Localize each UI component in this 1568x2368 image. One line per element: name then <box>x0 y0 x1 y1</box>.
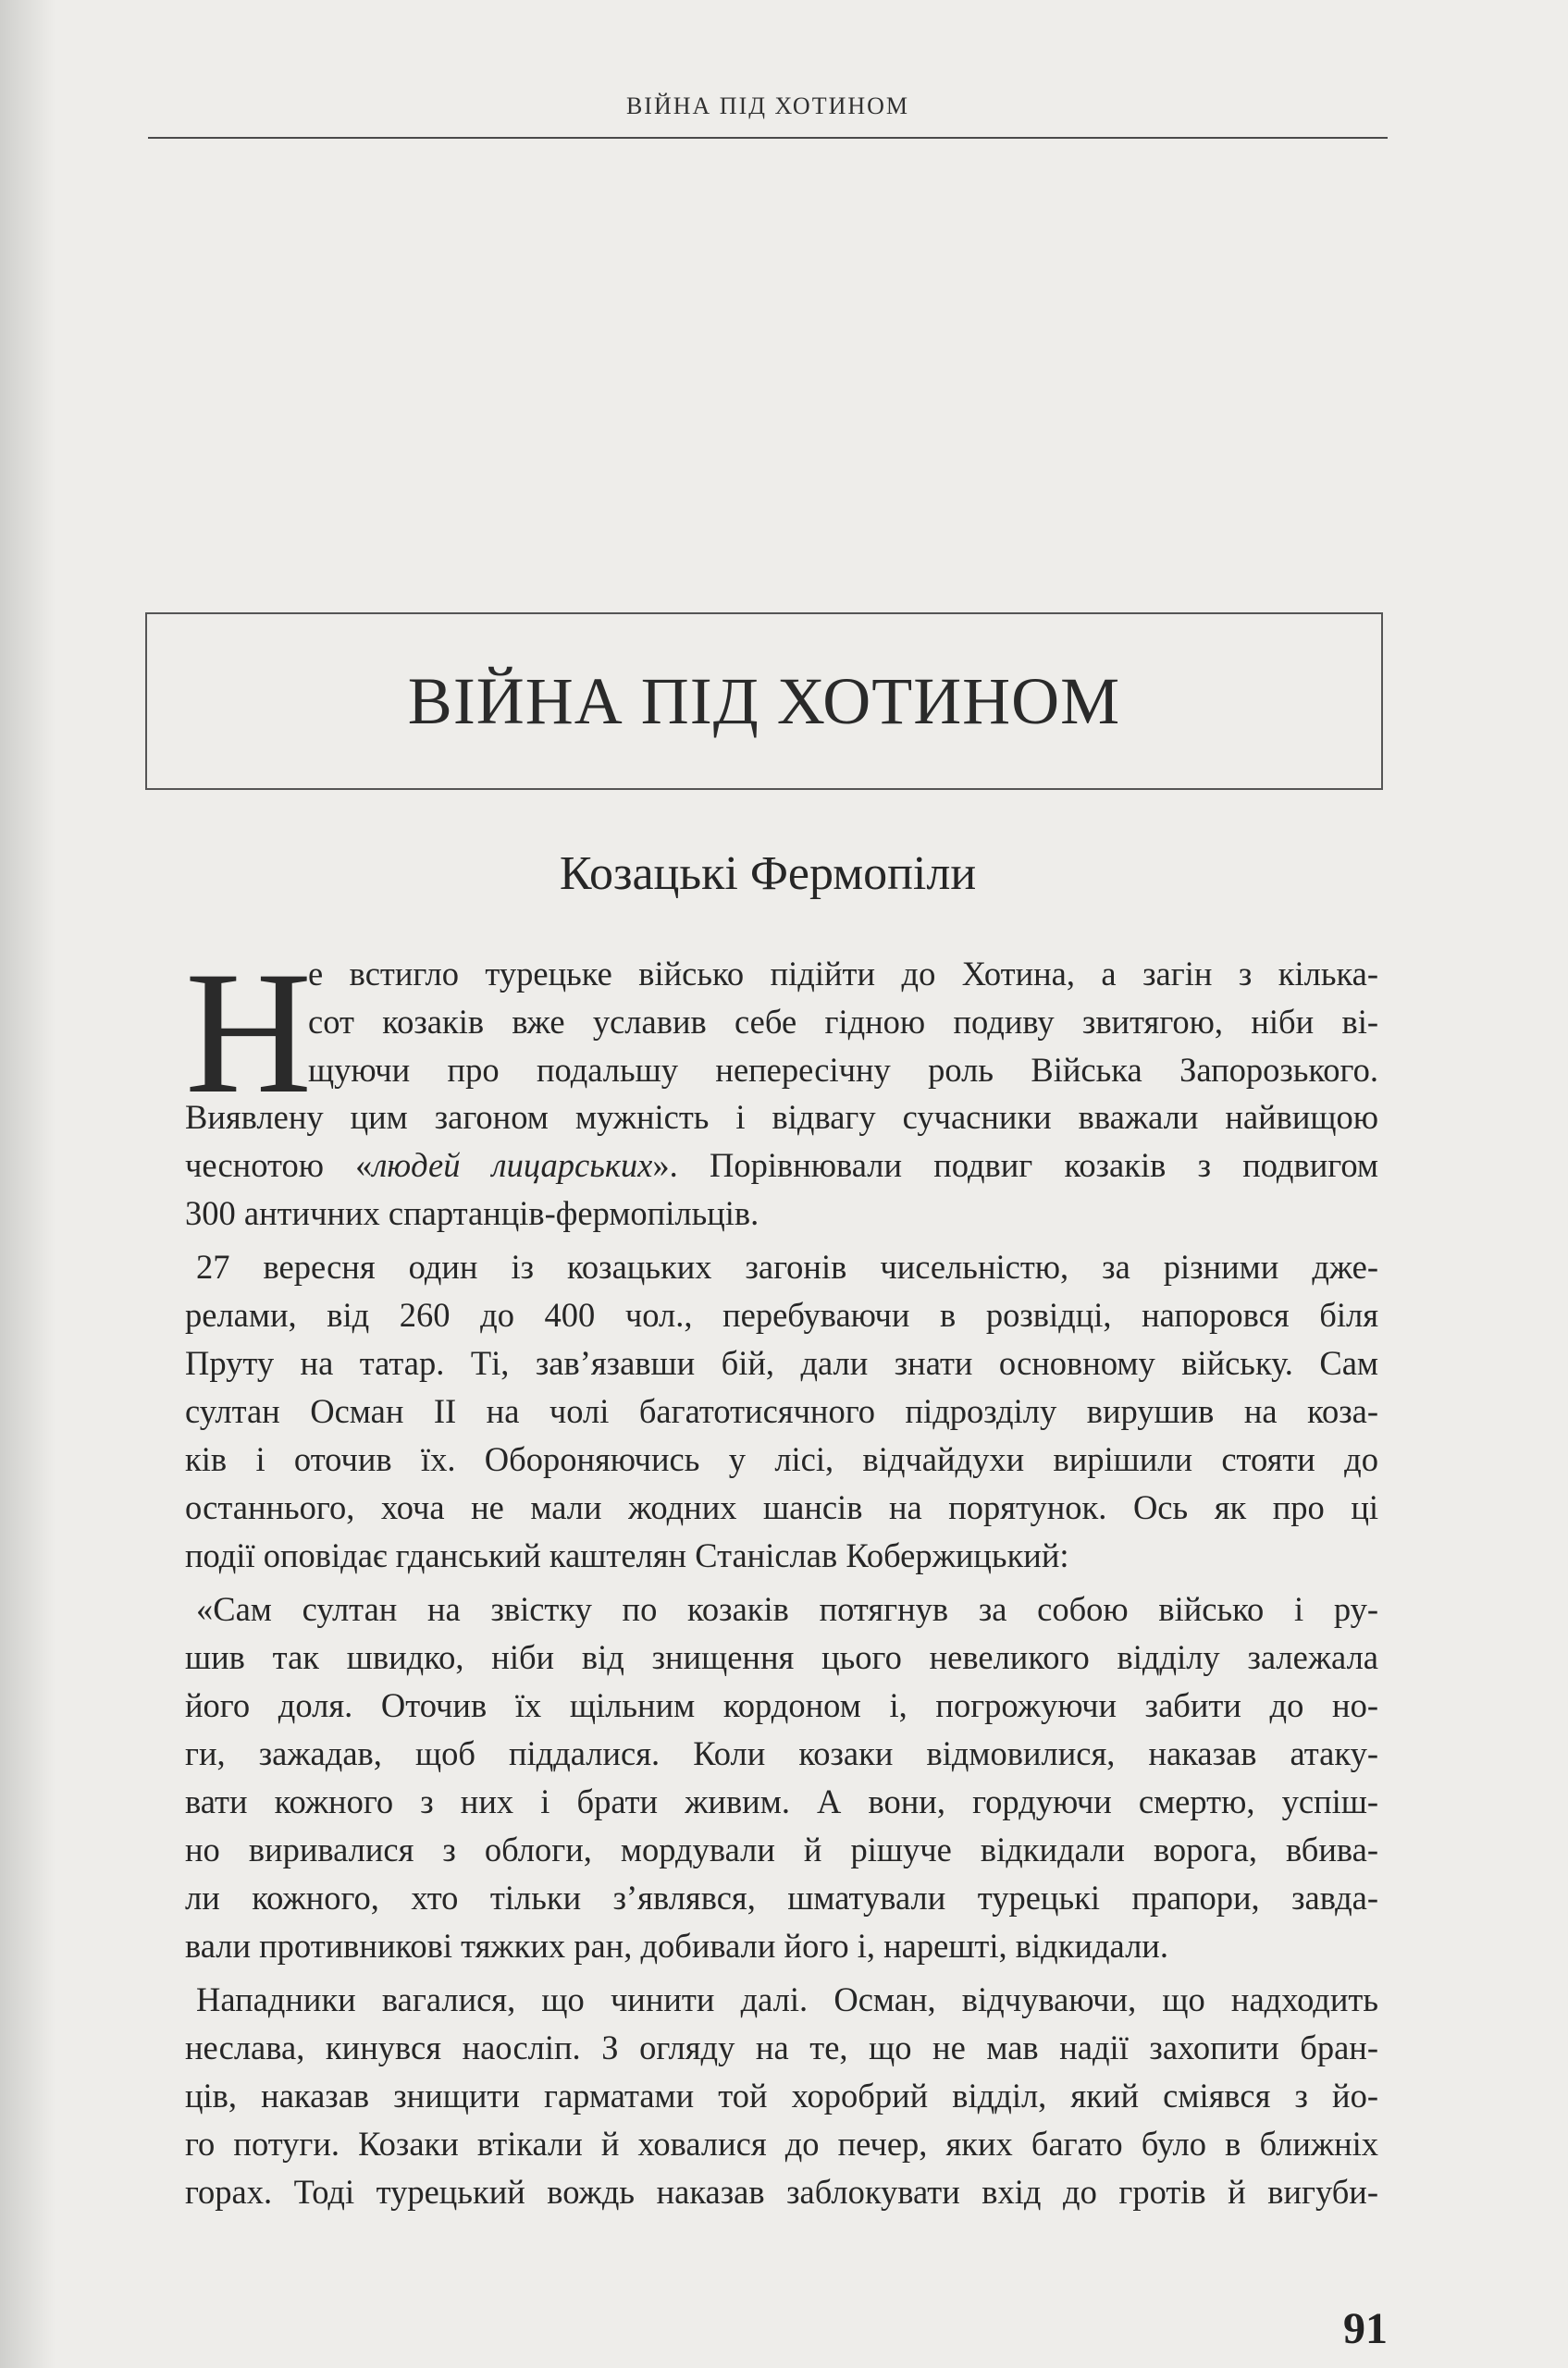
text-line: події оповідає гданський каштелян Станіслав Кобержицький: <box>185 1536 1069 1574</box>
text-line: сот козаків вже уславив себе гідною подиву звитягою, ніби ві- <box>308 1003 1378 1041</box>
header-rule <box>148 137 1388 139</box>
text-line: Нападники вагалися, що чинити далі. Осман, відчуваючи, що надходить <box>196 1980 1378 2018</box>
text-line: релами, від 260 до 400 чол., перебуваючи в розвідці, напоровся біля <box>185 1296 1378 1334</box>
text-line: е встигло турецьке військо підійти до Хотина, а загін з кілька- <box>308 955 1378 993</box>
italic-quote: людей лицарських <box>372 1146 653 1184</box>
page-number: 91 <box>1343 2304 1388 2353</box>
text-line: «Сам султан на звістку по козаків потягнув за собою військо і ру- <box>196 1590 1378 1628</box>
text-line: неслава, кинувся наосліп. З огляду на те, що не мав надії захопити бран- <box>185 2029 1378 2066</box>
text-line: горах. Тоді турецький вождь наказав заблокувати вхід до гротів й вигуби- <box>185 2173 1378 2211</box>
text-run: ». Порівнювали подвиг козаків з подвигом <box>652 1146 1378 1184</box>
text-line: 300 античних спартанців-фермопільців. <box>185 1194 759 1232</box>
running-head: ВІЙНА ПІД ХОТИНОМ <box>625 92 910 119</box>
text-line: го потуги. Козаки втікали й ховалися до печер, яких багато було в ближніх <box>185 2125 1378 2163</box>
text-line: ців, наказав знищити гарматами той хоробрий відділ, який сміявся з йо- <box>185 2077 1378 2115</box>
text-line: Виявлену цим загоном мужність і відвагу сучасники вважали найвищою <box>185 1098 1378 1136</box>
text-line: ків і оточив їх. Обороняючись у лісі, відчайдухи вирішили стояти до <box>185 1440 1378 1478</box>
page-edge-shadow <box>0 0 56 2368</box>
text-line: його доля. Оточив їх щільним кордоном і, погрожуючи забити до но- <box>185 1686 1378 1724</box>
text-line: 27 вересня один із козацьких загонів чисельністю, за різними дже- <box>196 1248 1378 1286</box>
text-line: султан Осман II на чолі багатотисячного підрозділу вирушив на коза- <box>185 1392 1378 1430</box>
text-line: но виривалися з облоги, мордували й рішуче відкидали ворога, вбива- <box>185 1831 1378 1868</box>
text-line: Пруту на татар. Ті, зав’язавши бій, дали знати основному війську. Сам <box>185 1344 1378 1382</box>
text-line <box>185 1146 1378 1184</box>
text-line: останнього, хоча не мали жодних шансів на порятунок. Ось як про ці <box>185 1488 1378 1526</box>
drop-cap: Н <box>185 936 313 1130</box>
chapter-title-box <box>145 612 1383 790</box>
chapter-title: ВІЙНА ПІД ХОТИНОМ <box>407 663 1121 738</box>
text-line: ли кожного, хто тільки з’являвся, шматували турецькі прапори, завда- <box>185 1879 1378 1917</box>
text-line: вали противникові тяжких ран, добивали його і, нарешті, відкидали. <box>185 1927 1168 1965</box>
text-line: ги, зажадав, щоб піддалися. Коли козаки відмовилися, наказав атаку- <box>185 1734 1378 1772</box>
section-title: Козацькі Фермопіли <box>559 847 977 900</box>
text-run: чеснотою « <box>185 1146 373 1184</box>
text-line: шив так швидко, ніби від знищення цього невеликого відділу залежала <box>185 1638 1378 1676</box>
text-line: вати кожного з них і брати живим. А вони, гордуючи смертю, успіш- <box>185 1782 1378 1820</box>
text-line: щуючи про подальшу непересічну роль Війська Запорозького. <box>308 1051 1378 1089</box>
